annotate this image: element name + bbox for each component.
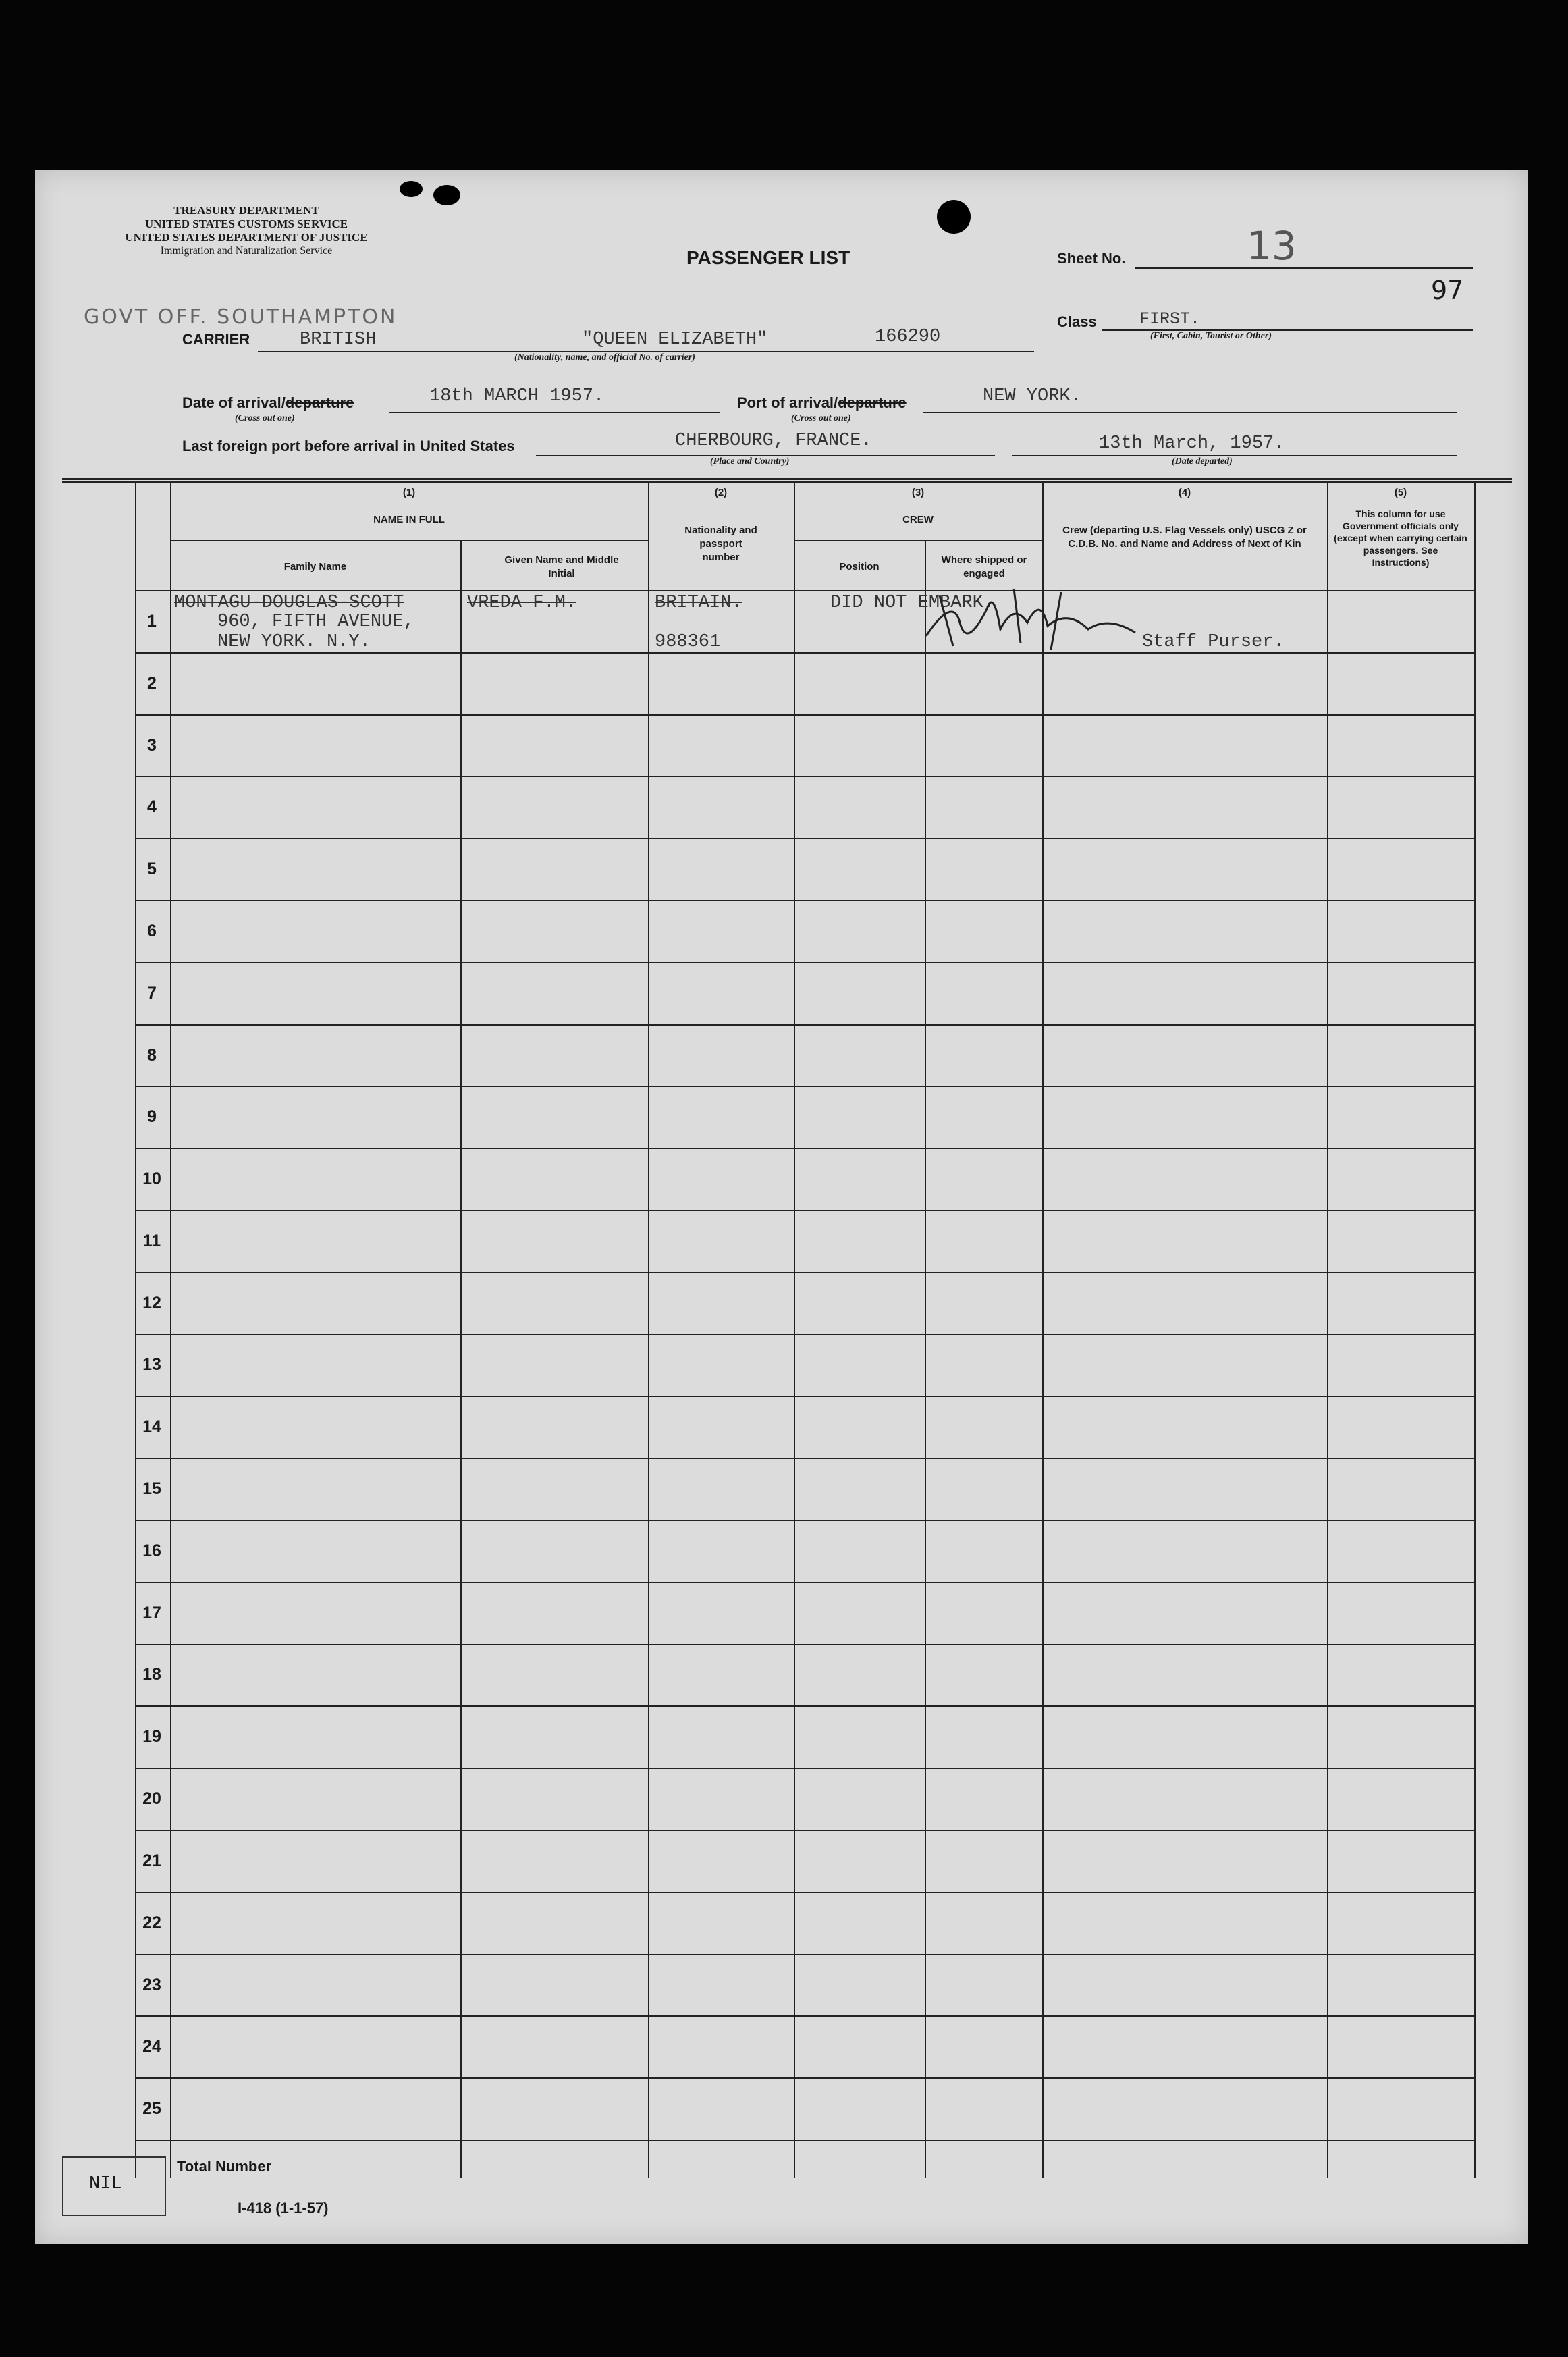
col3-title: CREW: [902, 514, 934, 525]
table-top-rule: [62, 478, 1512, 480]
row-rule: [135, 1830, 1476, 1831]
row-rule: [135, 652, 1476, 654]
row-number: 8: [147, 1046, 157, 1065]
col-line: [925, 540, 926, 2178]
row-rule: [135, 962, 1476, 963]
row-rule: [135, 776, 1476, 777]
entry-signature-title: Staff Purser.: [1142, 632, 1285, 652]
row-rule: [135, 1644, 1476, 1645]
total-number-box: [62, 2156, 166, 2216]
agency-line: Immigration and Naturalization Service: [160, 245, 333, 257]
row-rule: [135, 1086, 1476, 1087]
date-label-arrival: Date of arrival/: [182, 394, 286, 411]
sheet-underline: [1135, 267, 1473, 269]
row-number: 17: [142, 1604, 161, 1622]
row-number: 4: [147, 797, 157, 816]
row-number: 23: [142, 1976, 161, 1994]
sheet-number: 13: [1247, 223, 1297, 269]
form-number: I-418 (1-1-57): [238, 2200, 329, 2217]
entry-status: DID NOT EMBARK.: [830, 593, 995, 613]
col-line: [1042, 482, 1044, 2178]
row-rule: [135, 1396, 1476, 1397]
row-rule: [135, 1024, 1476, 1026]
row-rule: [135, 1520, 1476, 1521]
row-number: 22: [142, 1913, 161, 1932]
date-note: (Cross out one): [235, 413, 295, 423]
entry-given-name: VREDA F.M.: [467, 593, 577, 613]
row-number: 19: [142, 1727, 161, 1746]
sheet-label: Sheet No.: [1057, 250, 1126, 267]
page-number: 97: [1431, 275, 1464, 305]
agency-line: TREASURY DEPARTMENT: [173, 204, 319, 217]
carrier-nationality: BRITISH: [300, 329, 377, 350]
col3-number: (3): [911, 487, 925, 498]
row-number: 6: [147, 922, 157, 941]
row-number: 18: [142, 1665, 161, 1684]
col-line: [1327, 482, 1328, 2178]
agency-line: UNITED STATES CUSTOMS SERVICE: [144, 217, 348, 230]
carrier-name: "QUEEN ELIZABETH": [582, 329, 768, 350]
row-rule: [135, 1148, 1476, 1149]
col5-number: (5): [1394, 487, 1407, 498]
departed-underline: [1012, 455, 1457, 456]
agency-line: UNITED STATES DEPARTMENT OF JUSTICE: [125, 231, 368, 244]
row-rule: [135, 1954, 1476, 1955]
port-underline: [923, 412, 1457, 413]
row-number: 20: [142, 1789, 161, 1808]
departed-note: (Date departed): [1172, 456, 1233, 467]
row-number: 16: [142, 1541, 161, 1560]
col1-number: (1): [402, 487, 416, 498]
col3b-title: Where shipped or engaged: [941, 554, 1027, 579]
col1-title: NAME IN FULL: [373, 514, 445, 525]
carrier-official-no: 166290: [875, 327, 941, 347]
col2-number: (2): [714, 487, 728, 498]
row-rule: [135, 1334, 1476, 1335]
govt-office-annotation: GOVT OFF. SOUTHAMPTON: [84, 305, 398, 329]
col-line: [794, 482, 795, 2178]
port-label-arrival: Port of arrival/: [737, 394, 838, 411]
subheader-rule: [794, 540, 1044, 541]
date-label-departure: departure: [285, 394, 354, 411]
form-title: PASSENGER LIST: [686, 247, 850, 268]
row-number: 2: [147, 674, 157, 693]
row-number: 21: [142, 1851, 161, 1870]
class-note: (First, Cabin, Tourist or Other): [1150, 331, 1272, 341]
row-number: 7: [147, 984, 157, 1003]
row-rule: [135, 2077, 1476, 2079]
last-port-label: Last foreign port before arrival in United States: [182, 438, 515, 454]
carrier-note: (Nationality, name, and official No. of carrier): [514, 352, 695, 363]
date-label: [182, 394, 354, 412]
col1a-title: Family Name: [283, 561, 347, 573]
row-rule: [135, 1210, 1476, 1211]
entry-address-1: 960, FIFTH AVENUE,: [217, 612, 414, 632]
col2-title: Nationality and passport number: [684, 525, 757, 563]
row-rule: [135, 1768, 1476, 1769]
row-rule: [135, 900, 1476, 901]
class-label: Class: [1057, 313, 1097, 330]
row-number: 11: [142, 1232, 161, 1250]
ink-blot: [433, 185, 460, 205]
col3a-title: Position: [839, 561, 880, 573]
row-rule: [135, 2140, 1476, 2141]
col1b-title: Given Name and Middle Initial: [504, 554, 619, 579]
entry-address-2: NEW YORK. N.Y.: [217, 632, 371, 652]
row-number: 12: [142, 1294, 161, 1313]
last-port-value: CHERBOURG, FRANCE.: [675, 431, 872, 451]
port-label: [737, 394, 907, 412]
row-number: 1: [147, 612, 157, 631]
row-number: 25: [142, 2099, 161, 2118]
row-number: 24: [142, 2037, 161, 2056]
row-number: 15: [142, 1479, 161, 1498]
row-number: 14: [142, 1417, 161, 1436]
row-rule: [135, 1458, 1476, 1459]
passenger-list-form: [35, 170, 1528, 2244]
col-line: [170, 482, 171, 2178]
entry-passport: 988361: [655, 632, 721, 652]
arrival-date: 18th MARCH 1957.: [429, 386, 605, 406]
row-rule: [135, 1705, 1476, 1707]
table-top-rule-2: [62, 481, 1512, 483]
class-value: FIRST.: [1139, 309, 1201, 329]
row-number: 13: [142, 1355, 161, 1374]
row-number: 10: [142, 1169, 161, 1188]
row-rule: [135, 1272, 1476, 1273]
col-line: [1474, 482, 1476, 2178]
last-port-note: (Place and Country): [710, 456, 790, 467]
arrival-port: NEW YORK.: [983, 386, 1081, 406]
carrier-label: CARRIER: [182, 331, 250, 348]
row-rule: [135, 2015, 1476, 2017]
ink-blot: [400, 181, 423, 197]
departed-value: 13th March, 1957.: [1099, 433, 1285, 454]
col4-title: Crew (departing U.S. Flag Vessels only) USCG Z or C.D.B. No. and Name and Address of Next of Kin: [1062, 525, 1307, 550]
punch-hole: [937, 200, 971, 234]
col-line: [460, 540, 462, 2178]
row-rule: [135, 714, 1476, 716]
total-number-value: NIL: [89, 2174, 122, 2194]
entry-nationality: BRITAIN.: [655, 593, 742, 613]
row-number: 9: [147, 1107, 157, 1126]
port-note: (Cross out one): [791, 413, 851, 423]
header-bottom-rule: [135, 590, 1476, 591]
col4-number: (4): [1178, 487, 1191, 498]
subheader-rule: [170, 540, 649, 541]
purser-signature: [913, 582, 1169, 656]
row-rule: [135, 1892, 1476, 1893]
col5-title: This column for use Government officials only (except when carrying certain passengers. See Instructions): [1334, 508, 1467, 568]
row-rule: [135, 838, 1476, 839]
row-number: 5: [147, 859, 157, 878]
col-line: [648, 482, 649, 2178]
agency-block: [88, 204, 405, 258]
row-number: 3: [147, 736, 157, 755]
entry-family-name: MONTAGU-DOUGLAS-SCOTT: [174, 593, 404, 613]
total-number-label: Total Number: [177, 2158, 272, 2175]
port-label-departure: departure: [838, 394, 907, 411]
row-rule: [135, 1582, 1476, 1583]
date-underline: [389, 412, 720, 413]
